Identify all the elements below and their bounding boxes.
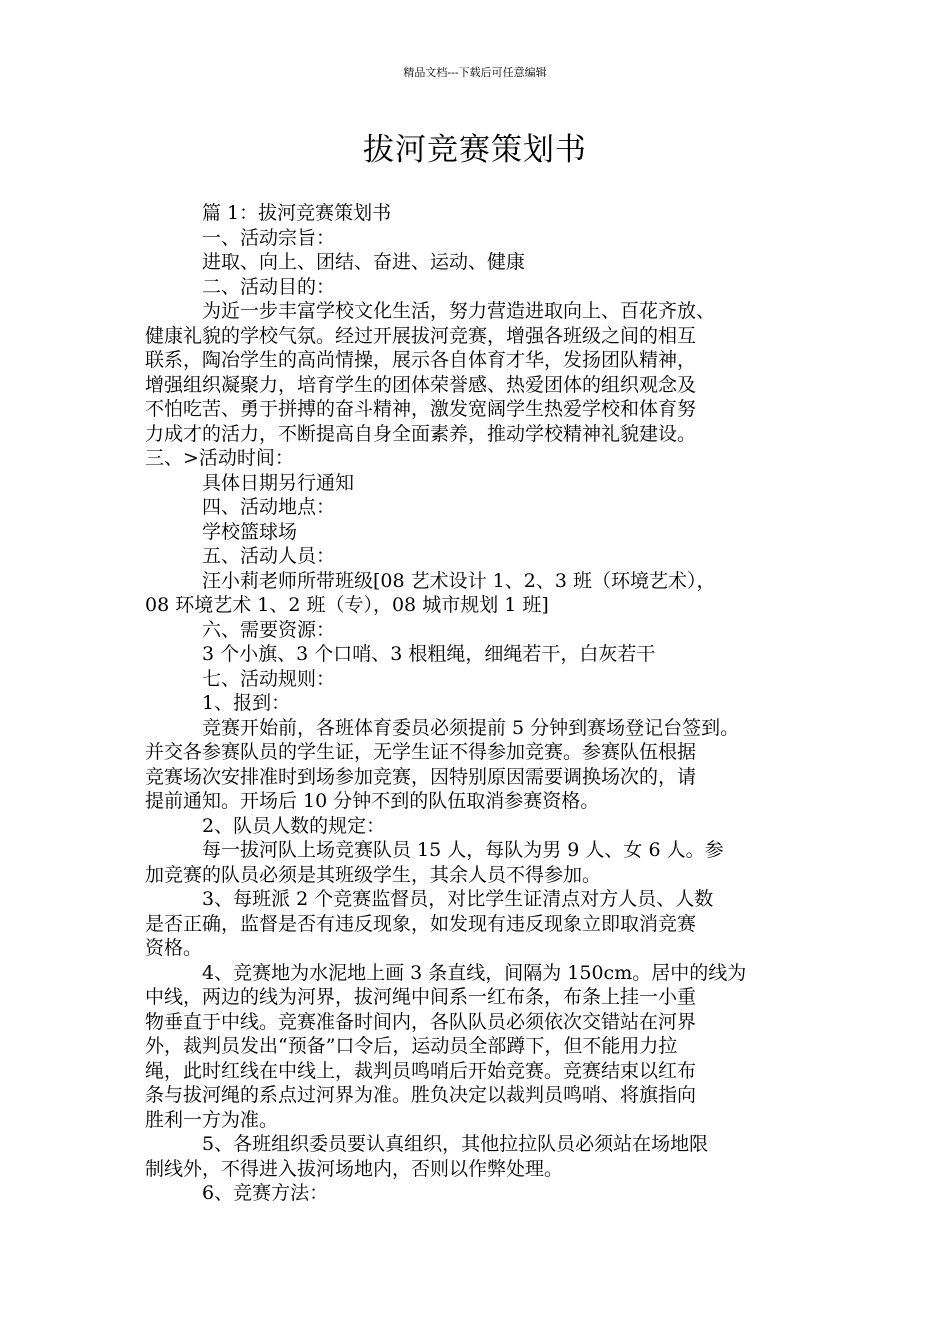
body-line: 5、各班组织委员要认真组织，其他拉拉队员必须站在场地限	[202, 1133, 709, 1155]
body-line: 胜利一方为准。	[145, 1108, 279, 1131]
body-line: 增强组织凝聚力，培育学生的团体荣誉感、热爱团体的组织观念及	[145, 373, 697, 396]
body-line: 物垂直于中线。竞赛准备时间内，各队队员必须依次交错站在河界	[145, 1010, 697, 1033]
body-line: 制线外，不得进入拔河场地内，否则以作弊处理。	[145, 1157, 564, 1180]
body-line: 竞赛场次安排准时到场参加竞赛，因特别原因需要调换场次的，请	[145, 765, 697, 788]
body-line: 竞赛开始前，各班体育委员必须提前 5 分钟到赛场登记台签到。	[202, 716, 740, 739]
body-line: 并交各参赛队员的学生证，无学生证不得参加竞赛。参赛队伍根据	[145, 741, 697, 763]
page-header: 精品文档---下载后可任意编辑	[403, 66, 547, 79]
body-line: 力成才的活力，不断提高自身全面素养，推动学校精神礼貌建设。	[145, 422, 697, 445]
document-body	[145, 201, 817, 1206]
body-line: 健康礼貌的学校气氛。经过开展拔河竞赛，增强各班级之间的相互	[145, 324, 697, 347]
body-line: 学校篮球场	[202, 520, 298, 543]
body-line: 2、队员人数的规定：	[202, 814, 386, 837]
body-line: 中线，两边的线为河界，拔河绳中间系一红布条，布条上挂一小重	[145, 986, 697, 1008]
body-line: 1、报到：	[202, 692, 291, 714]
body-line: 提前通知。开场后 10 分钟不到的队伍取消参赛资格。	[145, 790, 600, 812]
body-line: 4、竞赛地为水泥地上画 3 条直线，间隔为 150cm。居中的线为	[202, 961, 747, 984]
body-line: 不怕吃苦、勇于拼搏的奋斗精神，激发宽阔学生热爱学校和体育努	[145, 398, 697, 420]
body-line: 为近一步丰富学校文化生活，努力营造进取向上、百花齐放、	[202, 300, 716, 322]
body-line: 是否正确，监督是否有违反现象，如发现有违反现象立即取消竞赛	[145, 912, 697, 935]
body-line: 篇 1：拔河竞赛策划书	[202, 202, 392, 224]
body-line: 3、每班派 2 个竞赛监督员，对比学生证清点对方人员、人数	[202, 888, 714, 910]
document-title: 拔河竞赛策划书	[363, 132, 587, 168]
body-line: 6、竞赛方法：	[202, 1182, 329, 1204]
body-line: 具体日期另行通知	[202, 471, 355, 494]
body-line: 进取、向上、团结、奋进、运动、健康	[202, 251, 526, 273]
body-line: 六、需要资源：	[202, 618, 336, 641]
body-line: 绳，此时红线在中线上，裁判员鸣哨后开始竞赛。竞赛结束以红布	[145, 1059, 697, 1082]
body-line: 08 环境艺术 1、2 班（专），08 城市规划 1 班]	[145, 594, 549, 616]
body-line: 四、活动地点：	[202, 496, 336, 518]
body-line: 资格。	[145, 937, 203, 959]
body-line: 外，裁判员发出“预备”口令后，运动员全部蹲下，但不能用力拉	[145, 1035, 678, 1057]
body-line: 每一拔河队上场竞赛队员 15 人，每队为男 9 人、女 6 人。参	[202, 839, 724, 861]
body-line: 联系，陶冶学生的高尚情操，展示各自体育才华，发扬团队精神，	[145, 349, 697, 371]
body-line: 3 个小旗、3 个口哨、3 根粗绳，细绳若干，白灰若干	[202, 643, 656, 665]
body-line: 三、>活动时间：	[145, 447, 294, 469]
body-line: 一、活动宗旨：	[202, 226, 336, 249]
body-line: 条与拔河绳的系点过河界为准。胜负决定以裁判员鸣哨、将旗指向	[145, 1084, 697, 1106]
body-line: 五、活动人员：	[202, 545, 336, 567]
body-line: 二、活动目的：	[202, 275, 336, 298]
body-line: 加竞赛的队员必须是其班级学生，其余人员不得参加。	[145, 863, 602, 886]
body-line: 汪小莉老师所带班级[08 艺术设计 1、2、3 班（环境艺术），	[202, 569, 716, 592]
body-line: 七、活动规则：	[202, 667, 336, 690]
